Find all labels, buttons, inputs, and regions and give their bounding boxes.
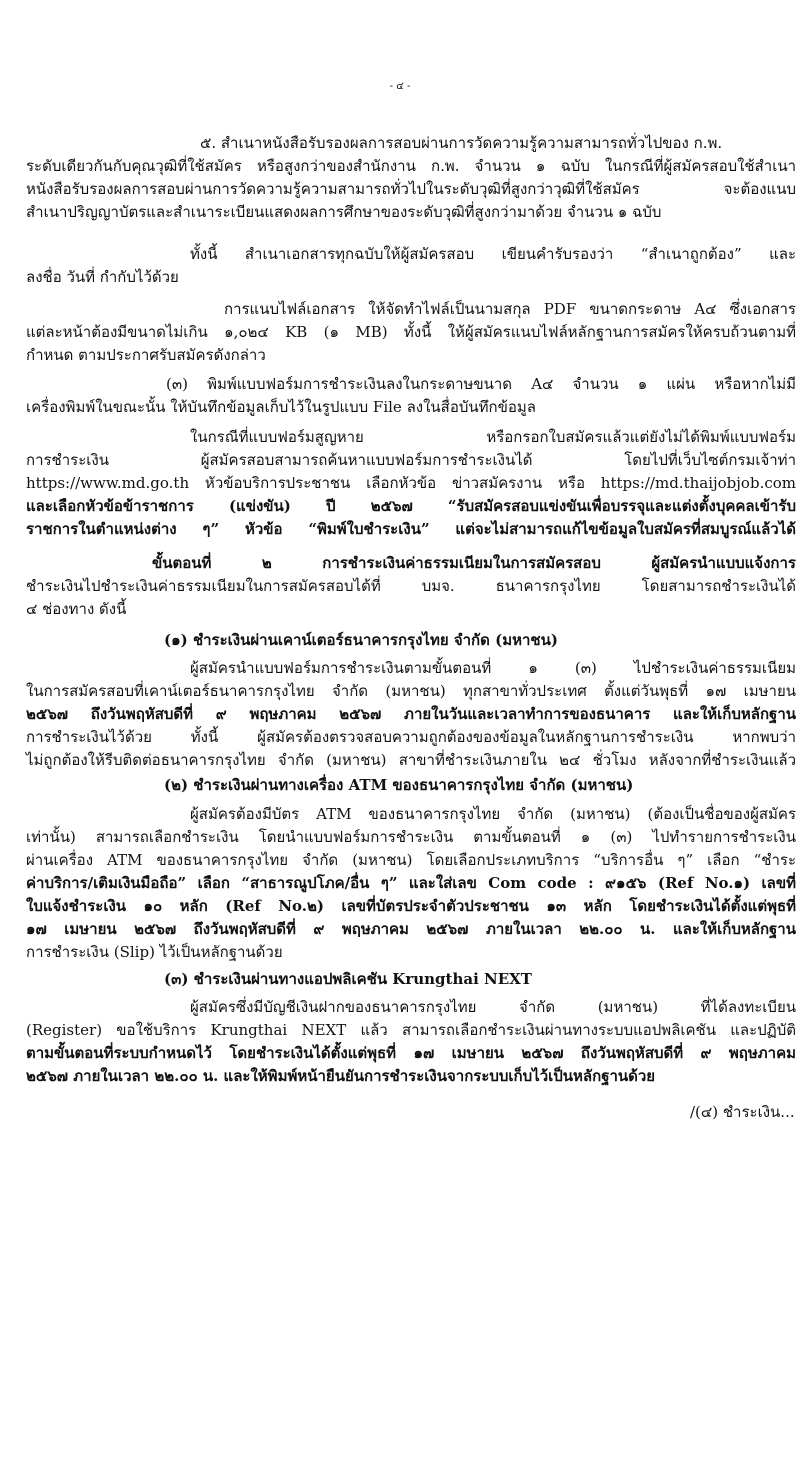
paragraph-line: สำเนาปริญญาบัตรและสำเนาระเบียนแสดงผลการศึกษาของระดับวุฒิที่สูงกว่ามาด้วย จำนวน ๑ ฉบับ <box>26 203 662 221</box>
paragraph-line: เครื่องพิมพ์ในขณะนั้น ให้บันทึกข้อมูลเก็บไว้ในรูปแบบ File ลงในสื่อบันทึกข้อมูล <box>26 398 536 416</box>
paragraph-line: (๓) พิมพ์แบบฟอร์มการชำระเงินลงในกระดาษขนาด A๔ จำนวน ๑ แผ่น หรือหากไม่มี <box>166 375 796 393</box>
paragraph-line: https://www.md.go.th หัวข้อบริการประชาชน เลือกหัวข้อ ข่าวสมัครงาน หรือ https://md.thaijobjob.com <box>26 474 796 492</box>
paragraph-line: ผ่านเครื่อง ATM ของธนาคารกรุงไทย จำกัด (มหาชน) โดยเลือกประเภทบริการ “บริการอื่น ๆ” เลือก “ชำระ <box>26 851 796 869</box>
paragraph-line: ระดับเดียวกันกับคุณวุฒิที่ใช้สมัคร หรือสูงกว่าของสำนักงาน ก.พ. จำนวน ๑ ฉบับ ในกรณีที่ผู้สมัครสอบใช้สำเนา <box>26 157 796 175</box>
step-heading: ขั้นตอนที่ ๒ การชำระเงินค่าธรรมเนียมในการสมัครสอบ ผู้สมัครนำแบบแจ้งการ <box>152 554 796 572</box>
paragraph-line: ในกรณีที่แบบฟอร์มสูญหาย หรือกรอกใบสมัครแล้วแต่ยังไม่ได้พิมพ์แบบฟอร์ม <box>190 428 796 446</box>
paragraph-line: ๔ ช่องทาง ดังนี้ <box>26 600 127 618</box>
paragraph-line: การชำระเงิน ผู้สมัครสอบสามารถค้นหาแบบฟอร์มการชำระเงินได้ โดยไปที่เว็บไซต์กรมเจ้าท่า <box>26 451 796 469</box>
paragraph-line: ผู้สมัครนำแบบฟอร์มการชำระเงินตามขั้นตอนที่ ๑ (๓) ไปชำระเงินค่าธรรมเนียม <box>190 659 796 677</box>
page-number: - ๔ - <box>389 81 411 92</box>
paragraph-line: ๕. สำเนาหนังสือรับรองผลการสอบผ่านการวัดความรู้ความสามารถทั่วไปของ ก.พ. <box>200 134 723 152</box>
paragraph-line: ๒๕๖๗ ภายในเวลา ๒๒.๐๐ น. และให้พิมพ์หน้ายืนยันการชำระเงินจากระบบเก็บไว้เป็นหลักฐานด้วย <box>26 1067 656 1085</box>
paragraph-line: ผู้สมัครซึ่งมีบัญชีเงินฝากของธนาคารกรุงไทย จำกัด (มหาชน) ที่ได้ลงทะเบียน <box>190 998 796 1016</box>
paragraph-line: การชำระเงิน (Slip) ไว้เป็นหลักฐานด้วย <box>26 943 283 961</box>
subheading: (๓) ชำระเงินผ่านทางแอปพลิเคชัน Krungthai NEXT <box>164 970 532 988</box>
paragraph-line: ๒๕๖๗ ถึงวันพฤหัสบดีที่ ๙ พฤษภาคม ๒๕๖๗ ภายในวันและเวลาทำการของธนาคาร และให้เก็บหลักฐาน <box>26 705 796 723</box>
paragraph-line: การชำระเงินไว้ด้วย ทั้งนี้ ผู้สมัครต้องตรวจสอบความถูกต้องของข้อมูลในหลักฐานการชำระเงิน หากพบว่า <box>26 728 796 746</box>
paragraph-line: ทั้งนี้ สำเนาเอกสารทุกฉบับให้ผู้สมัครสอบ เขียนคำรับรองว่า “สำเนาถูกต้อง” และ <box>190 245 796 263</box>
paragraph-line: เท่านั้น) สามารถเลือกชำระเงิน โดยนำแบบฟอร์มการชำระเงิน ตามขั้นตอนที่ ๑ (๓) ไปทำรายการชำระเงิน <box>26 828 796 846</box>
paragraph-line: ราชการในตำแหน่งต่าง ๆ” หัวข้อ “พิมพ์ใบชำระเงิน” แต่จะไม่สามารถแก้ไขข้อมูลใบสมัครที่สมบูรณ์แล้วได้ <box>26 520 796 538</box>
paragraph-line: ตามขั้นตอนที่ระบบกำหนดไว้ โดยชำระเงินได้ตั้งแต่พุธที่ ๑๗ เมษายน ๒๕๖๗ ถึงวันพฤหัสบดีที่ ๙ พฤษภาคม <box>26 1044 796 1062</box>
paragraph-line: หนังสือรับรองผลการสอบผ่านการวัดความรู้ความสามารถทั่วไปในระดับวุฒิที่สูงกว่าวุฒิที่ใช้สมัคร จะต้องแนบ <box>26 180 796 198</box>
subheading: (๒) ชำระเงินผ่านทางเครื่อง ATM ของธนาคารกรุงไทย จำกัด (มหาชน) <box>164 776 634 794</box>
paragraph-line: ในการสมัครสอบที่เคาน์เตอร์ธนาคารกรุงไทย จำกัด (มหาชน) ทุกสาขาทั่วประเทศ ตั้งแต่วันพุธที่ ๑๗ เมษายน <box>26 682 796 700</box>
paragraph-line: แต่ละหน้าต้องมีขนาดไม่เกิน ๑,๐๒๔ KB (๑ MB) ทั้งนี้ ให้ผู้สมัครแนบไฟล์หลักฐานการสมัครให้ครบถ้วนตามที่ <box>26 323 796 341</box>
paragraph-line: ผู้สมัครต้องมีบัตร ATM ของธนาคารกรุงไทย จำกัด (มหาชน) (ต้องเป็นชื่อของผู้สมัคร <box>190 805 796 823</box>
paragraph-line: ลงชื่อ วันที่ กำกับไว้ด้วย <box>26 268 179 286</box>
paragraph-line: ค่าบริการ/เติมเงินมือถือ” เลือก “สาธารณูปโภค/อื่น ๆ” และใส่เลข Com code : ๙๑๕๖ (Ref No.๑) เลขที่ <box>26 874 796 892</box>
paragraph-line: และเลือกหัวข้อข้าราชการ (แข่งขัน) ปี ๒๕๖๗ “รับสมัครสอบแข่งขันเพื่อบรรจุและแต่งตั้งบุคคลเข้ารับ <box>26 497 796 515</box>
paragraph-line: กำหนด ตามประกาศรับสมัครดังกล่าว <box>26 346 266 364</box>
paragraph-line: ไม่ถูกต้องให้รีบติดต่อธนาคารกรุงไทย จำกัด (มหาชน) สาขาที่ชำระเงินภายใน ๒๔ ชั่วโมง หลังจากที่ชำระเงินแล้ว <box>26 751 796 769</box>
page-continuation: /(๔) ชำระเงิน... <box>690 1103 795 1121</box>
paragraph-line: ๑๗ เมษายน ๒๕๖๗ ถึงวันพฤหัสบดีที่ ๙ พฤษภาคม ๒๕๖๗ ภายในเวลา ๒๒.๐๐ น. และให้เก็บหลักฐาน <box>26 920 796 938</box>
subheading: (๑) ชำระเงินผ่านเคาน์เตอร์ธนาคารกรุงไทย จำกัด (มหาชน) <box>164 631 558 649</box>
paragraph-line: (Register) ขอใช้บริการ Krungthai NEXT แล้ว สามารถเลือกชำระเงินผ่านทางระบบแอปพลิเคชัน และปฏิบัติ <box>26 1021 796 1039</box>
paragraph-line: ใบแจ้งชำระเงิน ๑๐ หลัก (Ref No.๒) เลขที่บัตรประจำตัวประชาชน ๑๓ หลัก โดยชำระเงินได้ตั้งแต่พุธที่ <box>26 897 796 915</box>
paragraph-line: ชำระเงินไปชำระเงินค่าธรรมเนียมในการสมัครสอบได้ที่ บมจ. ธนาคารกรุงไทย โดยสามารถชำระเงินได้ <box>26 577 796 595</box>
paragraph-line: การแนบไฟล์เอกสาร ให้จัดทำไฟล์เป็นนามสกุล PDF ขนาดกระดาษ A๔ ซึ่งเอกสาร <box>224 300 796 318</box>
